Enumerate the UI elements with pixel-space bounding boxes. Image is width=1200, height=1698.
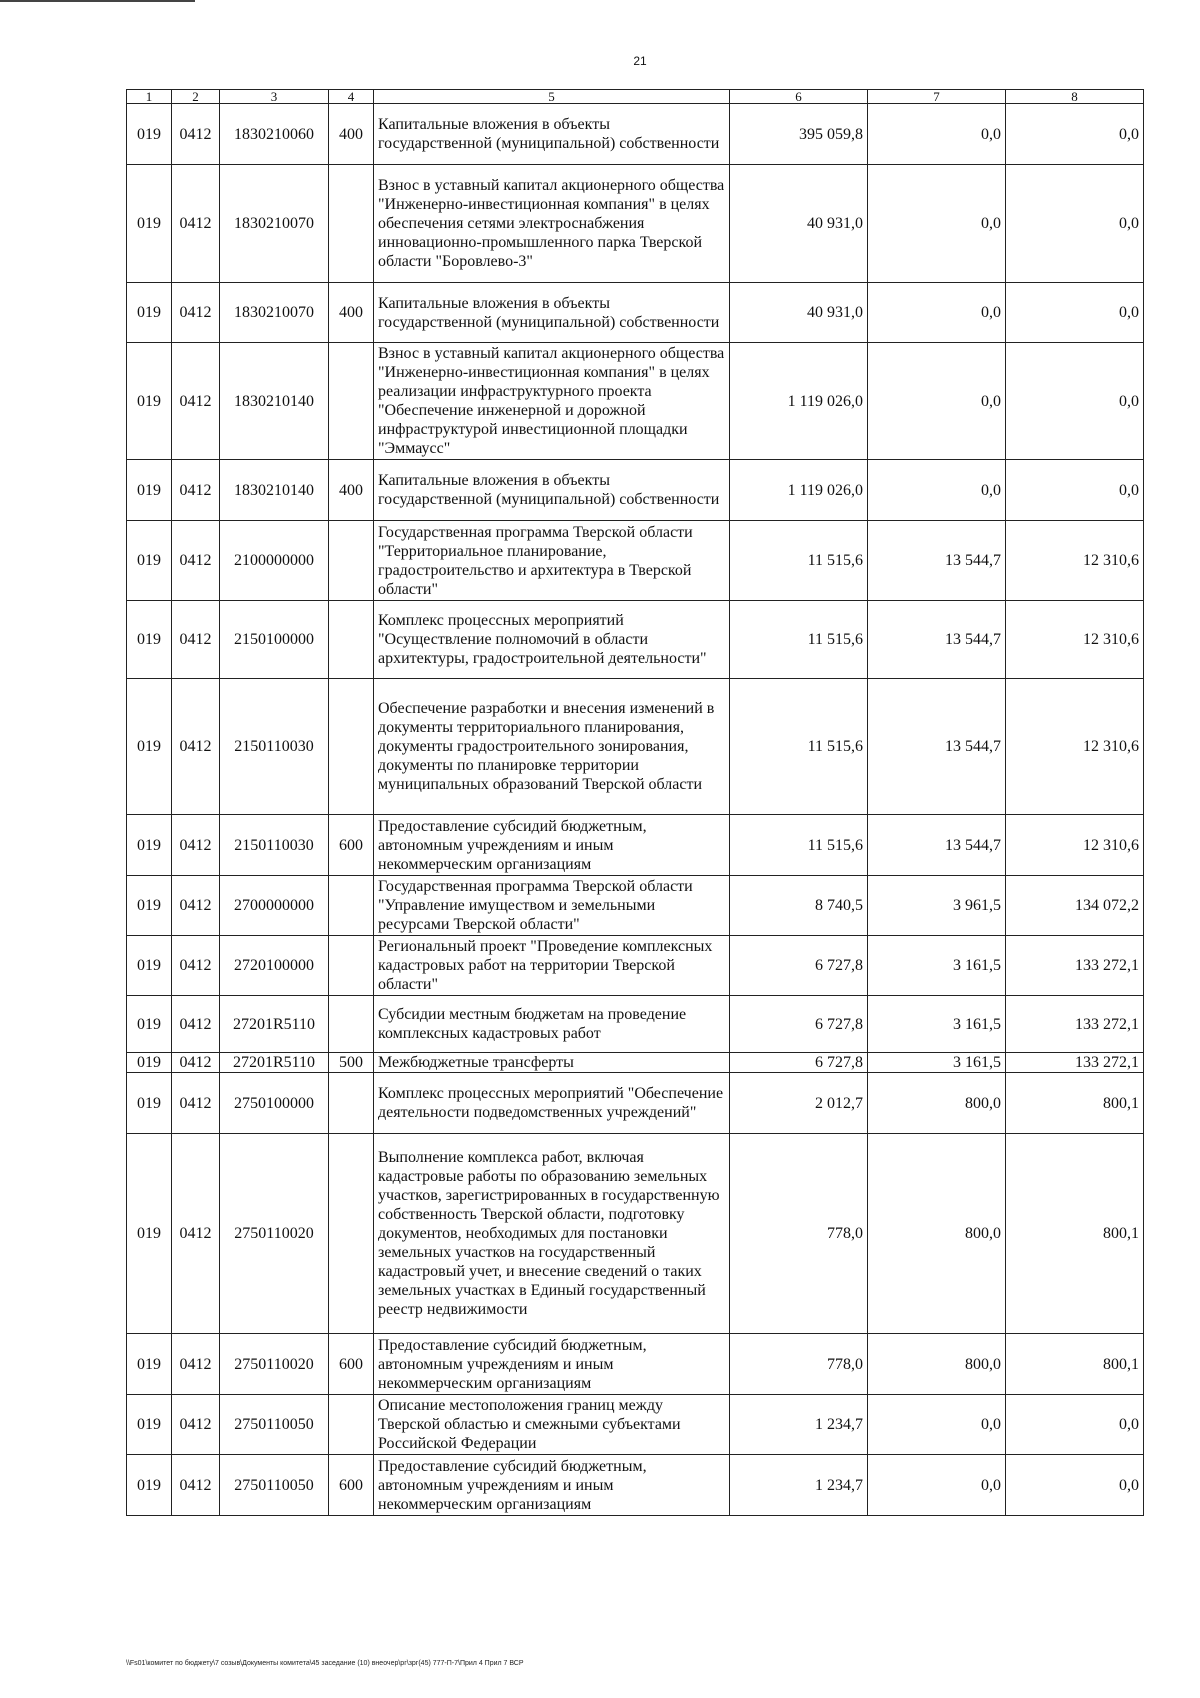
admin-code-cell: 019 — [127, 1334, 172, 1395]
table-row — [127, 1334, 1144, 1395]
target-code-cell: 2750110020 — [220, 1134, 329, 1334]
amount-year2-cell: 0,0 — [868, 343, 1006, 460]
admin-code-cell: 019 — [127, 1395, 172, 1455]
amount-year3-cell: 0,0 — [1006, 1395, 1144, 1455]
amount-year3-cell: 800,1 — [1006, 1334, 1144, 1395]
target-code-cell: 27201R5110 — [220, 996, 329, 1053]
table-row — [127, 936, 1144, 996]
admin-code-cell: 019 — [127, 1073, 172, 1134]
target-code-cell: 2150110030 — [220, 679, 329, 815]
amount-year3-cell: 0,0 — [1006, 460, 1144, 521]
target-code-cell: 2750110020 — [220, 1334, 329, 1395]
target-code-cell: 2700000000 — [220, 876, 329, 936]
admin-code-cell: 019 — [127, 460, 172, 521]
amount-year3-cell: 134 072,2 — [1006, 876, 1144, 936]
description-cell: Описание местоположения границ между Тверской областью и смежными субъектами Российской Федерации — [374, 1395, 730, 1455]
header-row — [127, 90, 1144, 104]
admin-code-cell: 019 — [127, 815, 172, 876]
header-cell: 8 — [1006, 90, 1144, 104]
expense-type-cell — [329, 996, 374, 1053]
section-code-cell: 0412 — [172, 876, 220, 936]
amount-year2-cell: 0,0 — [868, 1395, 1006, 1455]
amount-year3-cell: 800,1 — [1006, 1073, 1144, 1134]
amount-year2-cell: 3 161,5 — [868, 996, 1006, 1053]
table-row — [127, 165, 1144, 283]
admin-code-cell: 019 — [127, 1455, 172, 1516]
description-cell: Капитальные вложения в объекты государственной (муниципальной) собственности — [374, 283, 730, 343]
description-cell: Комплекс процессных мероприятий "Осуществление полномочий в области архитектуры, градостроительной деятельности" — [374, 601, 730, 679]
target-code-cell: 2100000000 — [220, 521, 329, 601]
target-code-cell: 2150100000 — [220, 601, 329, 679]
header-cell: 5 — [374, 90, 730, 104]
amount-year3-cell: 12 310,6 — [1006, 679, 1144, 815]
admin-code-cell: 019 — [127, 936, 172, 996]
expense-type-cell — [329, 601, 374, 679]
section-code-cell: 0412 — [172, 936, 220, 996]
section-code-cell: 0412 — [172, 165, 220, 283]
header-cell: 4 — [329, 90, 374, 104]
table-row — [127, 283, 1144, 343]
amount-year2-cell: 800,0 — [868, 1334, 1006, 1395]
admin-code-cell: 019 — [127, 876, 172, 936]
description-cell: Взнос в уставный капитал акционерного общества "Инженерно-инвестиционная компания" в целях реализации инфраструктурного проекта "Обеспечение инженерной и дорожной инфраструктурой инвестиционной площадки "Эммаусс" — [374, 343, 730, 460]
admin-code-cell: 019 — [127, 1134, 172, 1334]
amount-year3-cell: 0,0 — [1006, 1455, 1144, 1516]
target-code-cell: 2720100000 — [220, 936, 329, 996]
section-code-cell: 0412 — [172, 1455, 220, 1516]
amount-year1-cell: 8 740,5 — [730, 876, 868, 936]
target-code-cell: 1830210070 — [220, 165, 329, 283]
table-row — [127, 996, 1144, 1053]
amount-year2-cell: 0,0 — [868, 460, 1006, 521]
amount-year1-cell: 11 515,6 — [730, 521, 868, 601]
admin-code-cell: 019 — [127, 521, 172, 601]
target-code-cell: 2750100000 — [220, 1073, 329, 1134]
description-cell: Выполнение комплекса работ, включая кадастровые работы по образованию земельных участков, зарегистрированных в государственную собственность Тверской области, подготовку документов, необходимых для постановки земельных участков на государственный кадастровый учет, и внесение сведений о таких земельных участках в Единый государственный реестр недвижимости — [374, 1134, 730, 1334]
target-code-cell: 1830210140 — [220, 460, 329, 521]
table-row — [127, 521, 1144, 601]
amount-year2-cell: 13 544,7 — [868, 521, 1006, 601]
table-row — [127, 104, 1144, 165]
admin-code-cell: 019 — [127, 343, 172, 460]
description-cell: Предоставление субсидий бюджетным, автономным учреждениям и иным некоммерческим организациям — [374, 815, 730, 876]
table-row — [127, 460, 1144, 521]
expense-type-cell: 600 — [329, 815, 374, 876]
section-code-cell: 0412 — [172, 601, 220, 679]
target-code-cell: 2150110030 — [220, 815, 329, 876]
amount-year1-cell: 1 119 026,0 — [730, 460, 868, 521]
expense-type-cell — [329, 876, 374, 936]
admin-code-cell: 019 — [127, 283, 172, 343]
table-row — [127, 815, 1144, 876]
target-code-cell: 1830210070 — [220, 283, 329, 343]
description-cell: Государственная программа Тверской области "Управление имуществом и земельными ресурсами Тверской области" — [374, 876, 730, 936]
description-cell: Субсидии местным бюджетам на проведение комплексных кадастровых работ — [374, 996, 730, 1053]
amount-year2-cell: 3 961,5 — [868, 876, 1006, 936]
expense-type-cell: 400 — [329, 460, 374, 521]
amount-year1-cell: 6 727,8 — [730, 1053, 868, 1073]
expense-type-cell: 400 — [329, 104, 374, 165]
expense-type-cell — [329, 343, 374, 460]
amount-year2-cell: 3 161,5 — [868, 936, 1006, 996]
section-code-cell: 0412 — [172, 283, 220, 343]
amount-year3-cell: 133 272,1 — [1006, 1053, 1144, 1073]
admin-code-cell: 019 — [127, 1053, 172, 1073]
table-row — [127, 876, 1144, 936]
amount-year1-cell: 1 234,7 — [730, 1395, 868, 1455]
amount-year3-cell: 800,1 — [1006, 1134, 1144, 1334]
expense-type-cell — [329, 521, 374, 601]
table-row — [127, 1134, 1144, 1334]
description-cell: Предоставление субсидий бюджетным, автономным учреждениям и иным некоммерческим организациям — [374, 1455, 730, 1516]
description-cell: Предоставление субсидий бюджетным, автономным учреждениям и иным некоммерческим организациям — [374, 1334, 730, 1395]
amount-year2-cell: 13 544,7 — [868, 679, 1006, 815]
section-code-cell: 0412 — [172, 1073, 220, 1134]
page-number: 21 — [633, 54, 647, 68]
amount-year1-cell: 11 515,6 — [730, 601, 868, 679]
amount-year3-cell: 0,0 — [1006, 165, 1144, 283]
header-cell: 6 — [730, 90, 868, 104]
section-code-cell: 0412 — [172, 104, 220, 165]
amount-year2-cell: 0,0 — [868, 1455, 1006, 1516]
amount-year1-cell: 778,0 — [730, 1134, 868, 1334]
amount-year2-cell: 0,0 — [868, 165, 1006, 283]
amount-year1-cell: 11 515,6 — [730, 679, 868, 815]
amount-year3-cell: 12 310,6 — [1006, 601, 1144, 679]
amount-year2-cell: 0,0 — [868, 283, 1006, 343]
amount-year3-cell: 12 310,6 — [1006, 521, 1144, 601]
section-code-cell: 0412 — [172, 1134, 220, 1334]
expense-type-cell — [329, 165, 374, 283]
file-path: \\Fs01\комитет по бюджету\7 созыв\Документы комитета\45 заседание (10) внеочер\рг\зрг(45) 777-П-7\Прил 4 Прил 7 ВСР — [126, 1660, 524, 1667]
amount-year1-cell: 778,0 — [730, 1334, 868, 1395]
amount-year3-cell: 133 272,1 — [1006, 996, 1144, 1053]
amount-year1-cell: 395 059,8 — [730, 104, 868, 165]
section-code-cell: 0412 — [172, 679, 220, 815]
amount-year1-cell: 40 931,0 — [730, 165, 868, 283]
expense-type-cell — [329, 679, 374, 815]
target-code-cell: 1830210140 — [220, 343, 329, 460]
header-cell: 1 — [127, 90, 172, 104]
amount-year2-cell: 13 544,7 — [868, 601, 1006, 679]
section-code-cell: 0412 — [172, 996, 220, 1053]
description-cell: Региональный проект "Проведение комплексных кадастровых работ на территории Тверской области" — [374, 936, 730, 996]
amount-year2-cell: 13 544,7 — [868, 815, 1006, 876]
amount-year1-cell: 6 727,8 — [730, 996, 868, 1053]
amount-year2-cell: 0,0 — [868, 104, 1006, 165]
header-cell: 3 — [220, 90, 329, 104]
description-cell: Капитальные вложения в объекты государственной (муниципальной) собственности — [374, 460, 730, 521]
expense-type-cell: 500 — [329, 1053, 374, 1073]
table-row — [127, 343, 1144, 460]
section-code-cell: 0412 — [172, 460, 220, 521]
section-code-cell: 0412 — [172, 521, 220, 601]
expense-type-cell — [329, 936, 374, 996]
amount-year3-cell: 133 272,1 — [1006, 936, 1144, 996]
admin-code-cell: 019 — [127, 165, 172, 283]
amount-year1-cell: 40 931,0 — [730, 283, 868, 343]
section-code-cell: 0412 — [172, 343, 220, 460]
amount-year2-cell: 800,0 — [868, 1134, 1006, 1334]
table-row — [127, 679, 1144, 815]
target-code-cell: 2750110050 — [220, 1395, 329, 1455]
section-code-cell: 0412 — [172, 1334, 220, 1395]
section-code-cell: 0412 — [172, 815, 220, 876]
description-cell: Государственная программа Тверской области "Территориальное планирование, градостроительство и архитектура в Тверской области" — [374, 521, 730, 601]
description-cell: Межбюджетные трансферты — [374, 1053, 730, 1073]
amount-year3-cell: 12 310,6 — [1006, 815, 1144, 876]
amount-year1-cell: 6 727,8 — [730, 936, 868, 996]
amount-year1-cell: 11 515,6 — [730, 815, 868, 876]
expense-type-cell — [329, 1073, 374, 1134]
budget-table — [126, 89, 1144, 1516]
expense-type-cell — [329, 1134, 374, 1334]
amount-year1-cell: 1 234,7 — [730, 1455, 868, 1516]
target-code-cell: 27201R5110 — [220, 1053, 329, 1073]
description-cell: Обеспечение разработки и внесения изменений в документы территориального планирования, документы градостроительного зонирования, документы по планировке территории муниципальных образований Тверской области — [374, 679, 730, 815]
amount-year1-cell: 1 119 026,0 — [730, 343, 868, 460]
description-cell: Комплекс процессных мероприятий "Обеспечение деятельности подведомственных учреждений" — [374, 1073, 730, 1134]
table-row — [127, 1053, 1144, 1073]
target-code-cell: 1830210060 — [220, 104, 329, 165]
admin-code-cell: 019 — [127, 679, 172, 815]
expense-type-cell — [329, 1395, 374, 1455]
target-code-cell: 2750110050 — [220, 1455, 329, 1516]
table-row — [127, 1073, 1144, 1134]
amount-year2-cell: 800,0 — [868, 1073, 1006, 1134]
scan-edge-line — [0, 0, 195, 2]
description-cell: Капитальные вложения в объекты государственной (муниципальной) собственности — [374, 104, 730, 165]
amount-year3-cell: 0,0 — [1006, 283, 1144, 343]
header-cell: 7 — [868, 90, 1006, 104]
admin-code-cell: 019 — [127, 104, 172, 165]
amount-year3-cell: 0,0 — [1006, 104, 1144, 165]
header-cell: 2 — [172, 90, 220, 104]
section-code-cell: 0412 — [172, 1053, 220, 1073]
expense-type-cell: 400 — [329, 283, 374, 343]
amount-year3-cell: 0,0 — [1006, 343, 1144, 460]
admin-code-cell: 019 — [127, 996, 172, 1053]
expense-type-cell: 600 — [329, 1455, 374, 1516]
amount-year1-cell: 2 012,7 — [730, 1073, 868, 1134]
description-cell: Взнос в уставный капитал акционерного общества "Инженерно-инвестиционная компания" в целях обеспечения сетями электроснабжения инновационно-промышленного парка Тверской области "Боровлево-3" — [374, 165, 730, 283]
table-row — [127, 601, 1144, 679]
expense-type-cell: 600 — [329, 1334, 374, 1395]
amount-year2-cell: 3 161,5 — [868, 1053, 1006, 1073]
table-row — [127, 1395, 1144, 1455]
admin-code-cell: 019 — [127, 601, 172, 679]
section-code-cell: 0412 — [172, 1395, 220, 1455]
table-row — [127, 1455, 1144, 1516]
